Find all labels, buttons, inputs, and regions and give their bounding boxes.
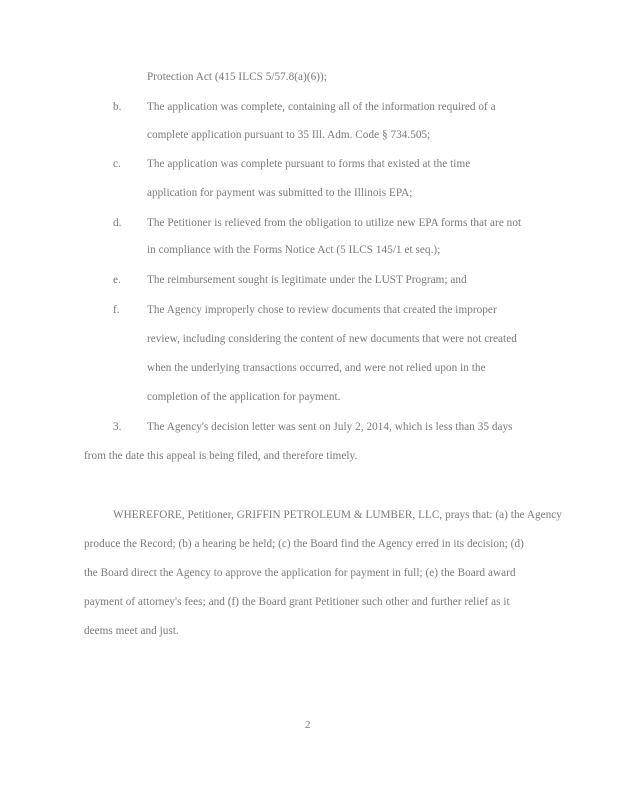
item-marker-d: d. [113, 217, 122, 229]
item-f-line-2: review, including considering the content of new documents that were not created [147, 333, 517, 345]
item-c-line-1: The application was complete pursuant to forms that existed at the time [147, 158, 471, 170]
item-f-line-3: when the underlying transactions occurred, and were not relied upon in the [147, 362, 486, 374]
paragraph-3-line-2: from the date this appeal is being filed, and therefore timely. [84, 450, 358, 462]
wherefore-line-4: payment of attorney's fees; and (f) the Board grant Petitioner such other and further relief as it [84, 596, 510, 608]
item-d-line-1: The Petitioner is relieved from the obligation to utilize new EPA forms that are not [147, 217, 522, 229]
wherefore-line-2: produce the Record; (b) a hearing be held; (c) the Board find the Agency erred in its decision; (d) [84, 538, 524, 550]
item-c-line-2: application for payment was submitted to the Illinois EPA; [147, 187, 413, 199]
item-b-line-1: The application was complete, containing all of the information required of a [147, 101, 496, 113]
paragraph-3-line-1: The Agency's decision letter was sent on July 2, 2014, which is less than 35 days [147, 421, 513, 433]
item-marker-f: f. [113, 304, 120, 316]
continuation-line: Protection Act (415 ILCS 5/57.8(a)(6)); [147, 71, 327, 83]
page-number: 2 [305, 719, 311, 731]
item-marker-e: e. [113, 274, 121, 286]
item-b-line-2: complete application pursuant to 35 Ill. Adm. Code § 734.505; [147, 129, 431, 141]
item-d-line-2: in compliance with the Forms Notice Act (5 ILCS 145/1 et seq.); [147, 244, 441, 256]
item-e-line-1: The reimbursement sought is legitimate under the LUST Program; and [147, 274, 467, 286]
paragraph-3-marker: 3. [113, 421, 122, 433]
wherefore-line-1: WHEREFORE, Petitioner, GRIFFIN PETROLEUM & LUMBER, LLC, prays that: (a) the Agency [113, 509, 562, 521]
wherefore-line-5: deems meet and just. [84, 625, 179, 637]
item-f-line-4: completion of the application for payment. [147, 391, 341, 403]
item-marker-b: b. [113, 101, 122, 113]
wherefore-line-3: the Board direct the Agency to approve the application for payment in full; (e) the Board award [84, 567, 516, 579]
item-marker-c: c. [113, 158, 121, 170]
item-f-line-1: The Agency improperly chose to review documents that created the improper [147, 304, 497, 316]
